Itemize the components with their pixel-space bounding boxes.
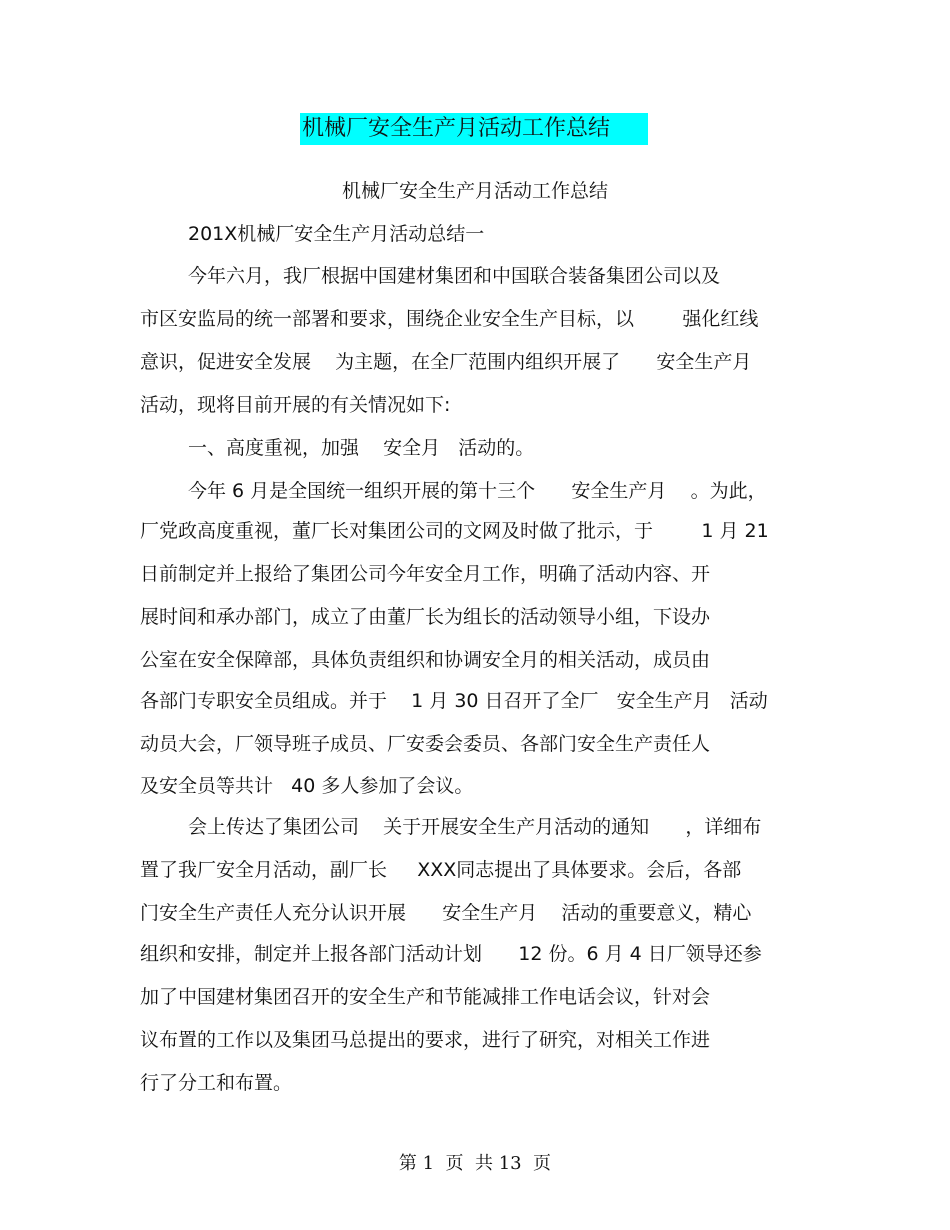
paragraph-line: 议布置的工作以及集团马总提出的要求，进行了研究，对相关工作进 bbox=[140, 1029, 711, 1051]
page-number-footer: 第 1 页 共 13 页 bbox=[398, 1153, 552, 1174]
paragraph-line: 意识，促进安全发展 为主题，在全厂范围内组织开展了 安全生产月 bbox=[140, 351, 752, 373]
paragraph-line: 公室在安全保障部，具体负责组织和协调安全月的相关活动，成员由 bbox=[140, 649, 711, 671]
document-banner-title: 机械厂安全生产月活动工作总结 bbox=[300, 113, 648, 145]
document-subtitle: 机械厂安全生产月活动工作总结 bbox=[341, 180, 608, 202]
paragraph-line: 加了中国建材集团召开的安全生产和节能减排工作电话会议，针对会 bbox=[140, 986, 711, 1008]
paragraph-line: 日前制定并上报给了集团公司今年安全月工作，明确了活动内容、开 bbox=[140, 563, 711, 585]
paragraph-line: 活动，现将目前开展的有关情况如下: bbox=[140, 394, 451, 416]
paragraph-line: 厂党政高度重视，董厂长对集团公司的文网及时做了批示，于 1 月 21 bbox=[140, 520, 769, 542]
paragraph-line: 今年六月，我厂根据中国建材集团和中国联合装备集团公司以及 bbox=[188, 265, 721, 287]
paragraph-line: 动员大会，厂领导班子成员、厂安委会委员、各部门安全生产责任人 bbox=[140, 733, 711, 755]
paragraph-line: 置了我厂安全月活动，副厂长 XXX同志提出了具体要求。会后，各部 bbox=[140, 859, 742, 881]
paragraph-line: 各部门专职安全员组成。并于 1 月 30 日召开了全厂 安全生产月 活动 bbox=[140, 690, 768, 712]
paragraph-line: 行了分工和布置。 bbox=[140, 1072, 293, 1094]
paragraph-line: 门安全生产责任人充分认识开展 安全生产月 活动的重要意义，精心 bbox=[140, 902, 752, 924]
paragraph-line: 今年 6 月是全国统一组织开展的第十三个 安全生产月 。为此， bbox=[188, 480, 767, 502]
paragraph-line: 及安全员等共计 40 多人参加了会议。 bbox=[140, 775, 474, 797]
paragraph-line: 组织和安排，制定并上报各部门活动计划 12 份。6 月 4 日厂领导还参 bbox=[140, 943, 762, 965]
section-heading: 201X机械厂安全生产月活动总结一 bbox=[188, 223, 485, 245]
paragraph-line: 市区安监局的统一部署和要求，围绕企业安全生产目标，以 强化红线 bbox=[140, 308, 759, 330]
subsection-heading: 一、高度重视，加强 安全月 活动的。 bbox=[188, 437, 535, 459]
paragraph-line: 会上传达了集团公司 关于开展安全生产月活动的通知 ，详细布 bbox=[188, 816, 762, 838]
paragraph-line: 展时间和承办部门，成立了由董厂长为组长的活动领导小组，下设办 bbox=[140, 606, 711, 628]
